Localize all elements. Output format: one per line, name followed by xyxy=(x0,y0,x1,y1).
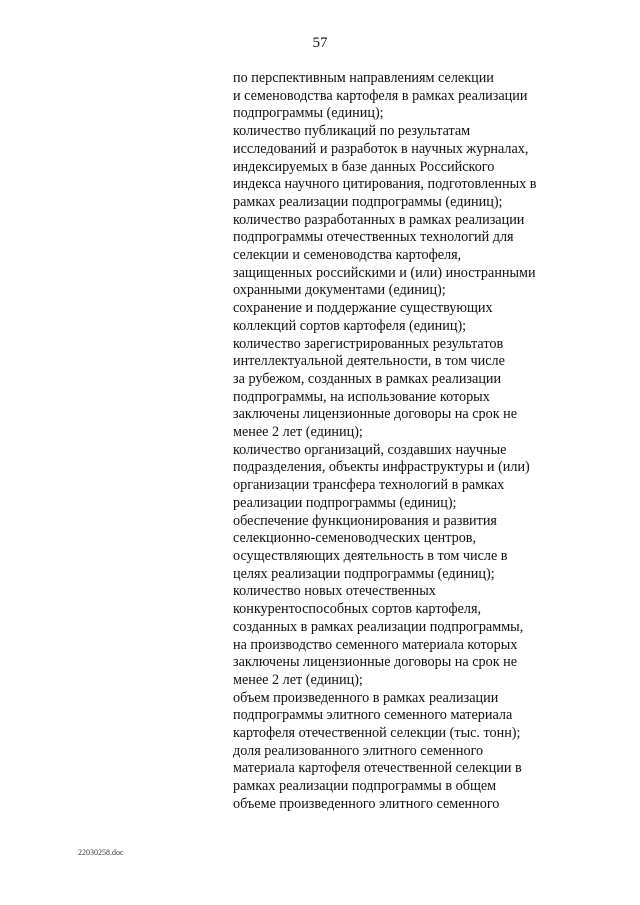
text-line: селекции и семеноводства картофеля, xyxy=(233,247,462,264)
text-line: заключены лицензионные договоры на срок не xyxy=(233,654,518,671)
text-line: сохранение и поддержание существующих xyxy=(233,300,493,317)
text-line: охранными документами (единиц); xyxy=(233,282,446,299)
text-line: материала картофеля отечественной селекции в xyxy=(233,760,522,777)
text-line: менее 2 лет (единиц); xyxy=(233,671,363,688)
text-line: индексируемых в базе данных Российского xyxy=(233,158,495,175)
text-line: исследований и разработок в научных журналах, xyxy=(233,140,529,157)
text-line: объем произведенного в рамках реализации xyxy=(233,689,499,706)
text-line: на производство семенного материала которых xyxy=(233,636,518,653)
text-line: подпрограммы, на использование которых xyxy=(233,388,490,405)
text-line: рамках реализации подпрограммы (единиц); xyxy=(233,193,503,210)
text-line: осуществляющих деятельность в том числе в xyxy=(233,547,508,564)
text-line: количество публикаций по результатам xyxy=(233,123,471,140)
text-line: количество организаций, создавших научные xyxy=(233,441,507,458)
text-line: организации трансфера технологий в рамках xyxy=(233,477,505,494)
text-line: конкурентоспособных сортов картофеля, xyxy=(233,601,482,618)
text-line: подразделения, объекты инфраструктуры и (или) xyxy=(233,459,530,476)
text-line: обеспечение функционирования и развития xyxy=(233,512,497,529)
document-filename-footer: 22030258.doc xyxy=(78,848,124,857)
text-line: по перспективным направлениям селекции xyxy=(233,70,494,86)
text-line: количество зарегистрированных результатов xyxy=(233,335,504,352)
text-line: интеллектуальной деятельности, в том числе xyxy=(233,353,505,370)
text-line: подпрограммы элитного семенного материала xyxy=(233,707,513,724)
text-line: количество разработанных в рамках реализации xyxy=(233,211,525,228)
body-text xyxy=(233,70,563,814)
text-line: селекционно-семеноводческих центров, xyxy=(233,530,477,547)
page-number: 57 xyxy=(312,35,328,51)
text-line: количество новых отечественных xyxy=(233,583,436,600)
text-line: за рубежом, созданных в рамках реализации xyxy=(233,370,502,387)
text-line: целях реализации подпрограммы (единиц); xyxy=(233,565,495,582)
text-line: доля реализованного элитного семенного xyxy=(233,742,484,759)
text-line: менее 2 лет (единиц); xyxy=(233,424,363,441)
text-line: заключены лицензионные договоры на срок не xyxy=(233,406,518,423)
text-line: созданных в рамках реализации подпрограммы, xyxy=(233,618,524,635)
text-line: коллекций сортов картофеля (единиц); xyxy=(233,317,467,334)
text-line: защищенных российскими и (или) иностранными xyxy=(233,264,536,281)
text-line: подпрограммы (единиц); xyxy=(233,105,384,122)
text-line: и семеноводства картофеля в рамках реализации xyxy=(233,87,528,104)
text-line: картофеля отечественной селекции (тыс. тонн); xyxy=(233,725,521,742)
text-line: объеме произведенного элитного семенного xyxy=(233,795,500,812)
text-line: рамках реализации подпрограммы в общем xyxy=(233,778,497,795)
text-line: индекса научного цитирования, подготовленных в xyxy=(233,176,537,193)
text-line: подпрограммы отечественных технологий для xyxy=(233,229,514,246)
text-line: реализации подпрограммы (единиц); xyxy=(233,494,457,511)
